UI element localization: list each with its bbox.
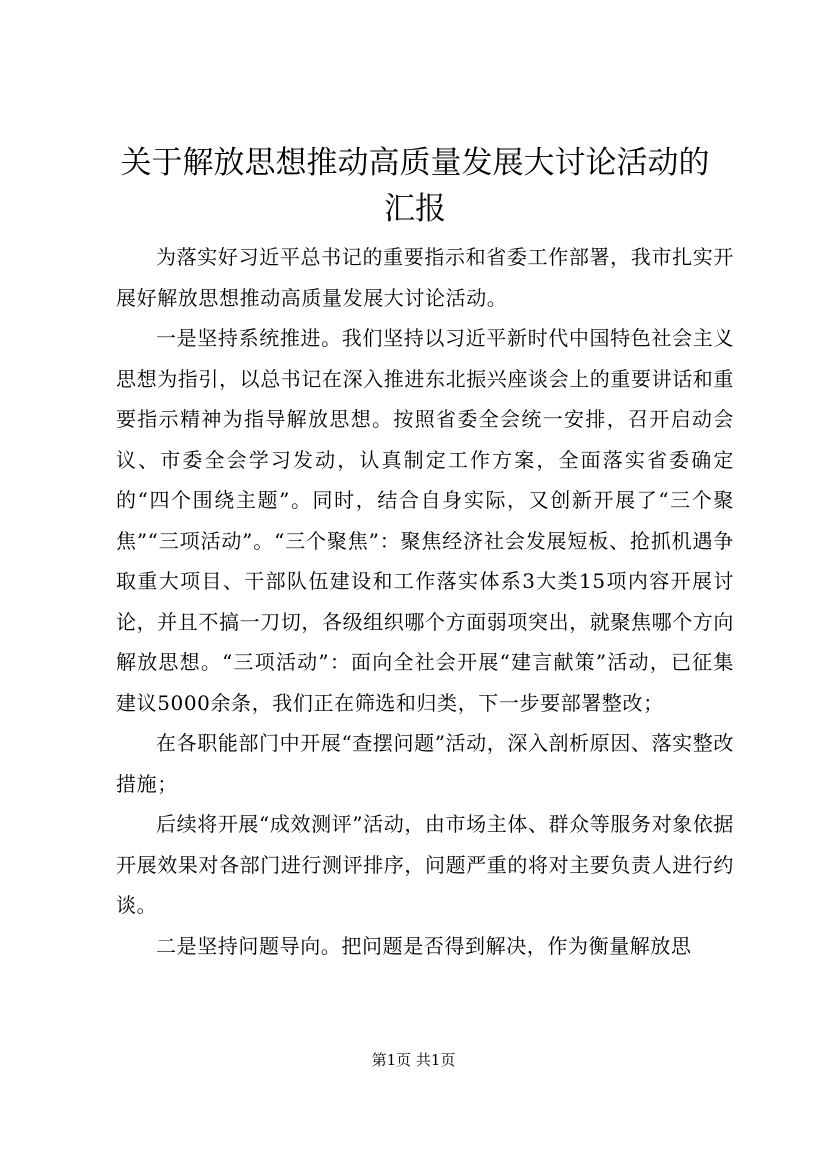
paragraph-problem-oriented: 二是坚持问题导向。把问题是否得到解决，作为衡量解放思	[156, 933, 692, 958]
page-footer: 第1页 共1页	[371, 1051, 456, 1069]
paragraph-system-advance: 一是坚持系统推进。我们坚持以习近平新时代中国特色社会主义思想为指引，以总书记在深入推进东北振兴座谈会上的重要讲话和重要指示精神为指导解放思想。按照省委全会统一安排，召开启动会议、市委全会学习发动，认真制定工作方案，全面落实省委确定的“四个围绕主题”。同时，结合自身实际，又创新开展了“三个聚焦”“三项活动”。“三个聚焦”：聚焦经济社会发展短板、抢抓机遇争取重大项目、干部队伍建设和工作落实体系3大类15项内容开展讨论，并且不搞一刀切，各级组织哪个方面弱项突出，就聚焦哪个方向解放思想。“三项活动”：面向全社会开展“建言献策”活动，已征集建议5000余条，我们正在筛选和归类，下一步要部署整改；	[116, 326, 734, 715]
document-title: 关于解放思想推动高质量发展大讨论活动的汇报	[120, 145, 710, 227]
document-body	[116, 237, 734, 966]
paragraph-evaluation: 后续将开展“成效测评”活动，由市场主体、群众等服务对象依据开展效果对各部门进行测评排序，问题严重的将对主要负责人进行约谈。	[116, 812, 734, 917]
paragraph-intro: 为落实好习近平总书记的重要指示和省委工作部署，我市扎实开展好解放思想推动高质量发展大讨论活动。	[116, 245, 734, 310]
paragraph-problem-review: 在各职能部门中开展“查摆问题”活动，深入剖析原因、落实整改措施；	[116, 731, 734, 796]
